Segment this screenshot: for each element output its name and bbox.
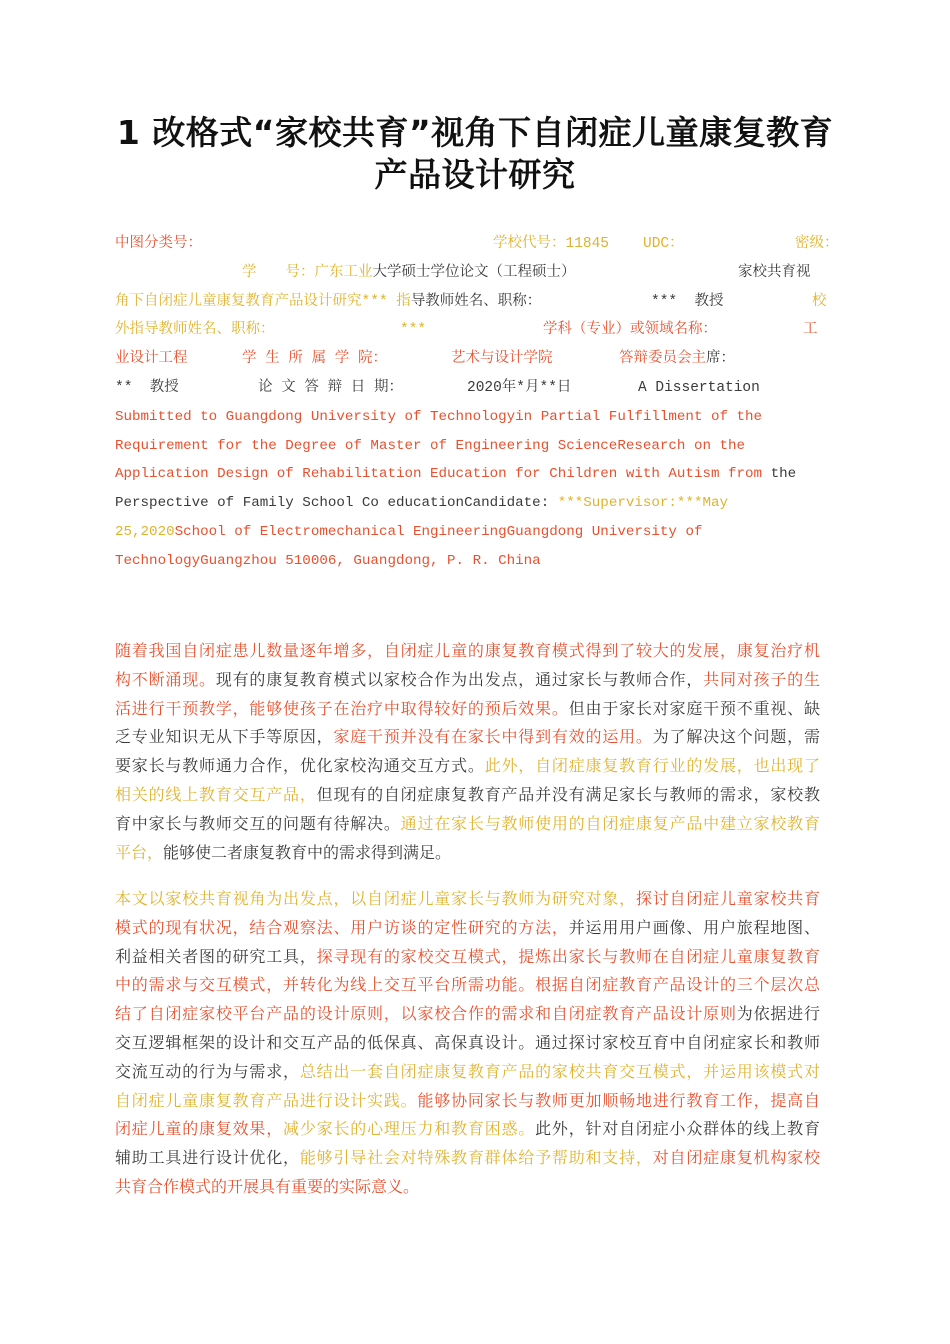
text-segment: 大学硕士学位论文（工程硕士） <box>372 264 576 281</box>
abstract-paragraph-1 <box>115 637 820 867</box>
text-segment: *** <box>400 322 427 339</box>
english-title-line <box>115 460 835 489</box>
text-segment: 中的需求与交互模式，并转化为线上交互平台所需功能。根据自闭症教育产品设计的三个层次总 <box>115 975 820 995</box>
text-segment: 但现有的自闭症康复教育产品并没有满足家长与教师的需求，家校教 <box>316 784 820 804</box>
text-segment: 密级： <box>795 236 839 252</box>
title-line-1: 1 改格式“家校共育”视角下自闭症儿童康复教育 <box>116 113 834 152</box>
text-segment: 总结出一套自闭症康复教育产品的家校共育交互模式，并运用该模式对 <box>299 1061 820 1081</box>
cover-info-field <box>115 316 275 345</box>
text-segment: 本文以家校共育视角为出发点，以自闭症儿童家长与教师为研究对象， <box>115 889 636 908</box>
cover-info-field <box>493 230 609 259</box>
text-segment: School of Electromechanical EngineeringGuangdong University of <box>174 523 703 540</box>
text-segment: 平台， <box>115 842 164 862</box>
cover-info-field <box>651 288 724 317</box>
abstract-paragraph-2 <box>115 885 820 1202</box>
cover-info-field <box>115 374 179 403</box>
text-segment: TechnologyGuangzhou 510006, Guangdong, P. R. China <box>115 552 541 569</box>
thesis-cover-info <box>115 230 839 576</box>
paragraph-line <box>115 752 820 781</box>
text-segment: 活进行干预教学，能够使孩子在治疗中取得较好的预后效果。 <box>115 698 569 718</box>
text-segment: 席： <box>706 351 735 368</box>
text-segment: 答辩委员会主 <box>619 351 706 368</box>
cover-info-line <box>115 288 835 317</box>
english-title-line <box>115 403 835 432</box>
text-segment: 乏专业知识无从下手等原因， <box>115 727 334 747</box>
text-segment: 构不断涌现。 <box>115 669 216 689</box>
text-segment: 外指导教师姓名、职称： <box>115 322 275 339</box>
paragraph-line <box>115 1058 820 1087</box>
text-segment: 育中家长与教师交互的问题有待解决。 <box>115 813 401 833</box>
paragraph-line <box>115 781 820 810</box>
text-segment: ***Supervisor:***May <box>557 495 729 512</box>
text-segment: 为了解决这个问题，需 <box>652 727 820 747</box>
text-segment: 交互逻辑框架的设计和交互产品的低保真、高保真设计。通过探讨家校互育中自闭症家长和教师 <box>115 1032 820 1052</box>
text-segment: 探讨自闭症儿童家校共育 <box>635 889 820 908</box>
paragraph-line <box>115 943 820 972</box>
text-segment: 随着我国自闭症患儿数量逐年增多，自闭症儿童的康复教育模式得到了较大的发展，康复治疗机 <box>115 641 820 660</box>
text-segment: 能够引导社会对特殊教育群体给予帮助和支持， <box>299 1148 653 1168</box>
text-segment: 自闭症儿童康复教育产品进行设计实践。 <box>115 1090 418 1110</box>
paragraph-line <box>115 1115 820 1144</box>
text-segment: A Dissertation <box>638 379 760 396</box>
text-segment: 学校代号：11845 <box>493 236 610 252</box>
paragraph-line <box>115 914 820 943</box>
text-segment: 相关的线上教育交互产品， <box>115 784 317 804</box>
text-segment: 校 <box>812 293 827 310</box>
cover-info-field <box>543 316 717 345</box>
cover-info-field <box>451 345 553 374</box>
cover-info-line <box>115 374 835 403</box>
text-segment: 探寻现有的家校交互模式，提炼出家长与教师在自闭症儿童康复教育 <box>316 946 820 966</box>
english-title-line <box>115 489 835 518</box>
text-segment: Application Design of Rehabilitation Education for Children with Autism from <box>115 466 771 483</box>
text-segment: 能够协同家长与教师更加顺畅地进行教育工作，提高自 <box>417 1090 820 1110</box>
cover-info-line <box>115 230 839 259</box>
text-segment: 减少家长的心理压力和教育困惑。 <box>283 1119 536 1139</box>
text-segment: Requirement for the Degree of Master of Engineering ScienceResearch on the <box>115 437 746 454</box>
cover-info-field <box>258 374 403 403</box>
text-segment: 论 文 答 辩 日 期： <box>258 379 404 396</box>
paragraph-line <box>115 1029 820 1058</box>
text-segment: UDC： <box>643 236 684 252</box>
cover-info-field <box>115 345 188 374</box>
text-segment: 学科（专业）或领域名称： <box>543 322 717 339</box>
text-segment: ** 教授 <box>115 379 179 396</box>
text-segment: 能够使二者康复教育中的需求得到满足。 <box>163 842 452 862</box>
text-segment: 为依据进行 <box>736 1004 820 1024</box>
text-segment: 学 号：广东工业 <box>242 264 373 281</box>
cover-info-field <box>812 288 827 317</box>
text-segment: 角下自闭症儿童康复教育产品设计研究*** 指 <box>115 293 411 310</box>
text-segment: 交流互动的行为与需求， <box>115 1061 300 1081</box>
cover-info-field <box>738 259 811 288</box>
text-segment: 利益相关者图的研究工具， <box>115 946 317 966</box>
paragraph-line <box>115 723 820 752</box>
paragraph-line <box>115 885 820 914</box>
english-title-line <box>115 432 835 461</box>
text-segment: 家庭干预并没有在家长中得到有效的运用。 <box>333 727 653 747</box>
text-segment: 通过在家长与教师使用的自闭症康复产品中建立家校教育 <box>400 813 820 833</box>
paragraph-line <box>115 839 820 868</box>
cover-info-line <box>115 316 835 345</box>
text-segment: 但由于家长对家庭干预不重视、缺 <box>568 698 820 718</box>
text-segment: 模式的现有状况，结合观察法、用户访谈的定性研究的方法， <box>115 917 569 937</box>
text-segment: 学 生 所 属 学 院： <box>242 351 388 368</box>
text-segment: Perspective of Family School Co educationCandidate: <box>115 495 558 512</box>
english-title-line <box>115 518 835 547</box>
cover-info-field <box>115 230 202 259</box>
cover-info-field <box>400 316 426 345</box>
text-segment: 25,2020 <box>115 523 175 540</box>
cover-info-field <box>619 345 735 374</box>
text-segment: 现有的康复教育模式以家校合作为出发点，通过家长与教师合作， <box>215 669 704 689</box>
paragraph-line <box>115 1087 820 1116</box>
title-line-2: 产品设计研究 <box>374 155 576 194</box>
text-segment: 此外，针对自闭症小众群体的线上教育 <box>535 1119 820 1139</box>
paragraph-line <box>115 1173 820 1202</box>
cover-info-field <box>242 345 387 374</box>
cover-info-field <box>242 259 576 288</box>
text-segment: 闭症儿童的康复效果， <box>115 1119 284 1139</box>
paragraph-line <box>115 971 820 1000</box>
text-segment: 此外，自闭症康复教育行业的发展，也出现了 <box>484 756 820 776</box>
text-segment: Submitted to Guangdong University of Technologyin Partial Fulfillment of the <box>115 408 763 425</box>
cover-info-line <box>115 259 835 288</box>
text-segment: 艺术与设计学院 <box>451 351 553 368</box>
cover-info-field <box>115 288 541 317</box>
text-segment: 中图分类号： <box>115 236 202 252</box>
english-title-line <box>115 547 835 576</box>
text-segment: 结了自闭症家校平台产品的设计原则，以家校合作的需求和自闭症教育产品设计原则 <box>115 1004 737 1024</box>
cover-info-field <box>643 230 684 259</box>
text-segment: 工 <box>803 322 818 339</box>
cover-info-field <box>467 374 571 403</box>
paragraph-line <box>115 1144 820 1173</box>
text-segment: 要家长与教师通力合作，优化家校沟通交互方式。 <box>115 756 485 776</box>
text-segment: 导教师姓名、职称： <box>410 293 542 310</box>
cover-info-field <box>638 374 760 403</box>
paragraph-line <box>115 666 820 695</box>
paragraph-line <box>115 637 820 666</box>
cover-info-line <box>115 345 835 374</box>
cover-info-field <box>803 316 818 345</box>
text-segment: *** 教授 <box>651 293 724 310</box>
text-segment: 2020年*月**日 <box>467 379 572 396</box>
document-title <box>0 112 950 196</box>
paragraph-line <box>115 695 820 724</box>
text-segment: 对自闭症康复机构家校 <box>652 1148 820 1168</box>
cover-info-field <box>795 230 839 259</box>
text-segment: 家校共育视 <box>738 264 811 281</box>
paragraph-line <box>115 810 820 839</box>
paragraph-line <box>115 1000 820 1029</box>
text-segment: the <box>770 466 797 483</box>
text-segment: 辅助工具进行设计优化， <box>115 1148 300 1168</box>
text-segment: 业设计工程 <box>115 351 188 368</box>
text-segment: 共同对孩子的生 <box>703 669 820 689</box>
text-segment: 并运用用户画像、用户旅程地图、 <box>568 917 820 937</box>
text-segment: 共育合作模式的开展具有重要的实际意义。 <box>115 1176 420 1196</box>
